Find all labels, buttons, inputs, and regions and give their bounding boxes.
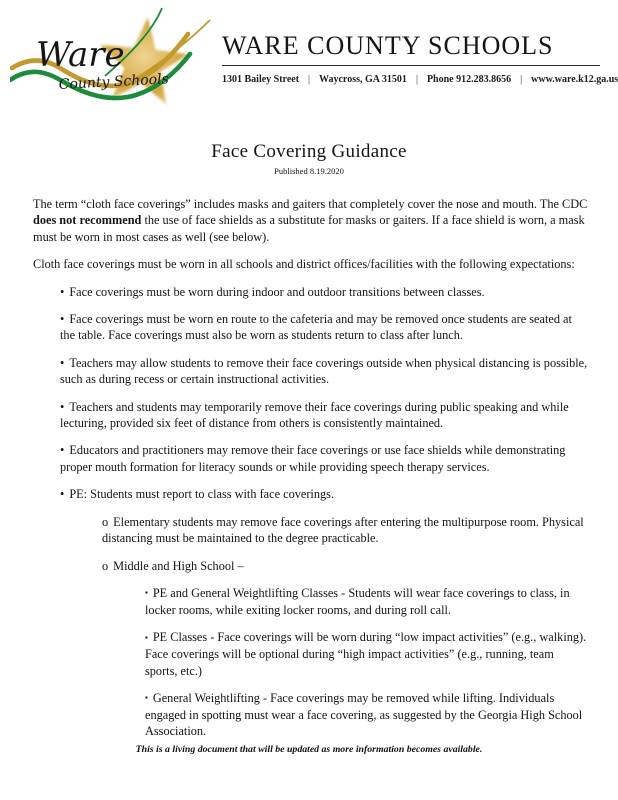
document-body [0,176,618,740]
bullet-marker: • [60,355,65,370]
bullet-marker: • [60,399,65,414]
sub-bullet-item [102,514,588,547]
bullet-marker: • [60,284,65,299]
bullet-text: Teachers may allow students to remove their face coverings outside when physical distancing is possible, such as during recess or certain instructional activities. [60,355,588,387]
letterhead [0,0,618,120]
bullet-text: Teachers and students may temporarily remove their face coverings during public speaking and while lecturing, provided six feet of distance from others is consistently maintained. [60,399,569,431]
logo-wordmark: Ware [36,35,125,75]
bullet-marker: • [60,487,65,502]
separator: | [520,74,523,85]
sub-sub-bullet-item [145,629,588,679]
living-document-note: This is a living document that will be updated as more information becomes available. [135,744,483,755]
website-url: www.ware.k12.ga.us [531,74,618,85]
intro-bold-phrase: does not recommend [33,213,142,228]
sub-sub-bullet-item [145,690,588,740]
sub-sub-bullet-text: PE Classes - Face coverings will be worn during “low impact activities” (e.g., walking). Face coverings will be optional during “high impact activities” (e.g., running, team sports, etc.) [145,630,587,678]
sub-bullet-text: Middle and High School – [113,558,244,573]
organization-name: WARE COUNTY SCHOOLS [222,31,554,60]
sub-bullet-text: Elementary students may remove face coverings after entering the multipurpose room. Physical distancing must be maintained to the degree practicable. [102,514,584,546]
sub-sub-bullet-text: PE and General Weightlifting Classes - Students will wear face coverings to class, in locker rooms, while exiting locker rooms, and during roll call. [145,585,570,617]
page-title: Face Covering Guidance [211,141,407,162]
city-state-zip: Waycross, GA 31501 [319,74,407,85]
sub-bullet-item [102,558,588,574]
intro-paragraph [33,196,588,245]
published-date: Published 8.19.2020 [274,166,344,176]
bullet-marker: • [60,312,65,327]
bullet-item [60,284,588,300]
sub-sub-bullet-item [145,585,588,618]
separator: | [308,74,311,85]
square-bullet-marker: ▪ [145,588,148,598]
separator: | [415,74,418,85]
bullet-text: Educators and practitioners may remove their face coverings or use face shields while demonstrating proper mouth formation for literacy sounds or while providing speech therapy services. [60,443,566,474]
logo-subtitle: County Schools [58,71,170,93]
bullet-item [60,311,588,344]
letterhead-text-block [222,30,618,85]
street-address: 1301 Bailey Street [222,74,300,85]
bullet-marker: • [60,443,65,458]
phone-number: Phone 912.283.8656 [426,74,512,85]
sub-bullet-marker: o [102,514,109,529]
intro-text-end: the use of face shields as a substitute for masks or gaiters. If a face shield is worn, a mask must be worn in most cases as well (see below). [33,213,585,244]
header-rule [222,65,600,66]
bullet-item [60,486,588,502]
bullet-item [60,355,588,388]
square-bullet-marker: ▪ [145,632,148,642]
bullet-text: PE: Students must report to class with face coverings. [69,487,334,502]
bullet-text: Face coverings must be worn during indoor and outdoor transitions between classes. [69,284,485,299]
bullet-item [60,399,588,432]
square-bullet-marker: ▪ [145,693,148,703]
bullet-item [60,442,588,475]
intro-text-start: The term “cloth face coverings” includes masks and gaiters that completely cover the nose and mouth. The CDC [33,197,588,211]
address-line [222,74,618,85]
sub-bullet-marker: o [102,558,109,573]
sub-sub-bullet-text: General Weightlifting - Face coverings may be removed while lifting. Individuals engaged in spotting must wear a face covering, as suggested by the Georgia High School Association. [145,690,583,739]
bullet-text: Face coverings must be worn en route to the cafeteria and may be removed once students are seated at the table. Face coverings must also be worn as students return to class after lunch. [60,312,572,343]
expectations-intro: Cloth face coverings must be worn in all schools and district offices/facilities with the following expectations: [33,257,575,272]
ware-county-schools-logo [10,4,215,116]
